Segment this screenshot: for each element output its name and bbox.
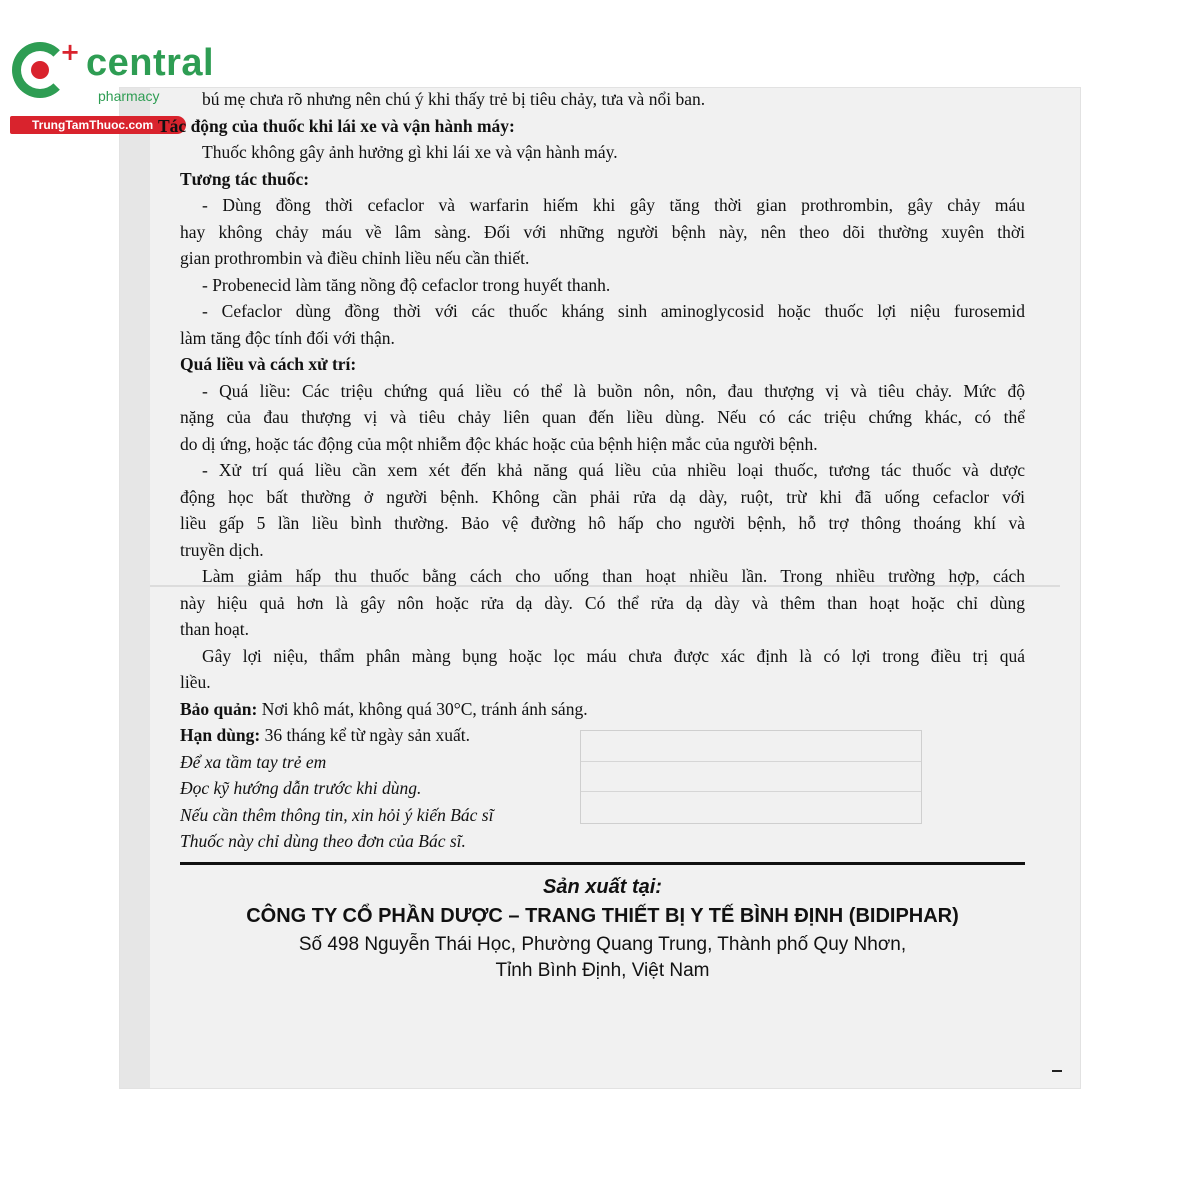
- interactions-line: làm tăng độc tính đối với thận.: [180, 327, 395, 348]
- overdose-heading: Quá liều và cách xử trí:: [180, 354, 357, 374]
- overdose-line: - Xử trí quá liều cần xem xét đến khả năng quá liều của nhiều loại thuốc, tương tác thuốc và dược: [202, 460, 1025, 480]
- expiry-line: [180, 722, 1025, 749]
- intro-line: bú mẹ chưa rõ nhưng nên chú ý khi thấy trẻ bị tiêu chảy, tưa và nổi ban.: [202, 89, 706, 109]
- interactions-heading: Tương tác thuốc:: [180, 168, 310, 189]
- expiry-text: 36 tháng kể từ ngày sản xuất.: [260, 725, 470, 745]
- overdose-line: liều gấp 5 lần liều bình thường. Bảo vệ đường hô hấp cho người bệnh, hỗ trợ thông thoáng khí và: [180, 513, 1025, 533]
- overdose-line: Làm giảm hấp thu thuốc bằng cách cho uống than hoạt nhiều lần. Trong nhiều trường hợp, cách: [202, 566, 1025, 586]
- interactions-line: gian prothrombin và điều chỉnh liều nếu cần thiết.: [180, 248, 530, 268]
- warning-line: Nếu cần thêm thông tin, xin hỏi ý kiến Bác sĩ: [180, 804, 494, 825]
- overdose-line: liều.: [180, 672, 211, 692]
- paper-edge-shadow: [120, 88, 150, 1088]
- leaflet-body: [158, 86, 1025, 855]
- manufacturer-block: [180, 876, 1025, 982]
- warning-line: Để xa tầm tay trẻ em: [180, 751, 327, 772]
- interactions-line: - Probenecid làm tăng nồng độ cefaclor trong huyết thanh.: [202, 274, 611, 295]
- warning-line: Đọc kỹ hướng dẫn trước khi dùng.: [180, 778, 422, 798]
- manufacturer-label: Sản xuất tại:: [543, 876, 662, 898]
- overdose-line: - Quá liều: Các triệu chứng quá liều có thể là buồn nôn, nôn, đau thượng vị và tiêu chảy. Mức độ: [202, 380, 1025, 401]
- overdose-line: do dị ứng, hoặc tác động của một nhiễm độc khác hoặc của bệnh hiện mắc của người bệnh.: [180, 433, 818, 454]
- logo-name: central: [86, 42, 215, 84]
- manufacturer-address-line1: Số 498 Nguyễn Thái Học, Phường Quang Trung, Thành phố Quy Nhơn,: [298, 934, 907, 955]
- section-divider: [180, 862, 1025, 865]
- storage-line: [180, 696, 1025, 723]
- logo-plus-icon: +: [60, 38, 81, 66]
- paper-corner-mark: [1052, 1070, 1062, 1072]
- logo-dot-icon: [31, 61, 49, 79]
- warning-line: Thuốc này chỉ dùng theo đơn của Bác sĩ.: [180, 831, 466, 851]
- manufacturer-address-line2: Tỉnh Bình Định, Việt Nam: [495, 960, 710, 981]
- overdose-line: này hiệu quả hơn là gây nôn hoặc rửa dạ dày. Có thể rửa dạ dày và thêm than hoạt hoặc chỉ dùng: [180, 592, 1025, 613]
- logo-site-link[interactable]: TrungTamThuoc.com: [10, 116, 186, 134]
- interactions-line: - Cefaclor dùng đồng thời với các thuốc kháng sinh aminoglycosid hoặc thuốc lợi niệu furosemid: [202, 301, 1025, 321]
- logo-subtitle: pharmacy: [98, 88, 160, 104]
- storage-text: Nơi khô mát, không quá 30°C, tránh ánh sáng.: [257, 698, 588, 719]
- interactions-line: - Dùng đồng thời cefaclor và warfarin hiếm khi gây tăng thời gian prothrombin, gây chảy máu: [202, 195, 1025, 215]
- interactions-line: hay không chảy máu về lâm sàng. Đối với những người bệnh này, nên theo dõi thường xuyên thời: [180, 221, 1025, 242]
- driving-text: Thuốc không gây ảnh hưởng gì khi lái xe và vận hành máy.: [202, 142, 618, 162]
- driving-heading: Tác động của thuốc khi lái xe và vận hành máy:: [158, 115, 515, 136]
- overdose-line: than hoạt.: [180, 619, 250, 639]
- storage-label: Bảo quản:: [180, 698, 258, 719]
- overdose-line: truyền dịch.: [180, 539, 264, 560]
- overdose-line: Gây lợi niệu, thẩm phân màng bụng hoặc lọc máu chưa được xác định là có lợi trong điều trị quá: [202, 645, 1025, 666]
- overdose-line: nặng của đau thượng vị và tiêu chảy liên quan đến liều dùng. Nếu có các triệu chứng khác, có thể: [180, 407, 1025, 427]
- overdose-line: động học bất thường ở người bệnh. Không cần phải rửa dạ dày, ruột, trừ khi đã uống cefaclor với: [180, 486, 1025, 507]
- manufacturer-company: CÔNG TY CỔ PHẦN DƯỢC – TRANG THIẾT BỊ Y TẾ BÌNH ĐỊNH (BIDIPHAR): [246, 905, 959, 927]
- expiry-label: Hạn dùng:: [180, 725, 261, 745]
